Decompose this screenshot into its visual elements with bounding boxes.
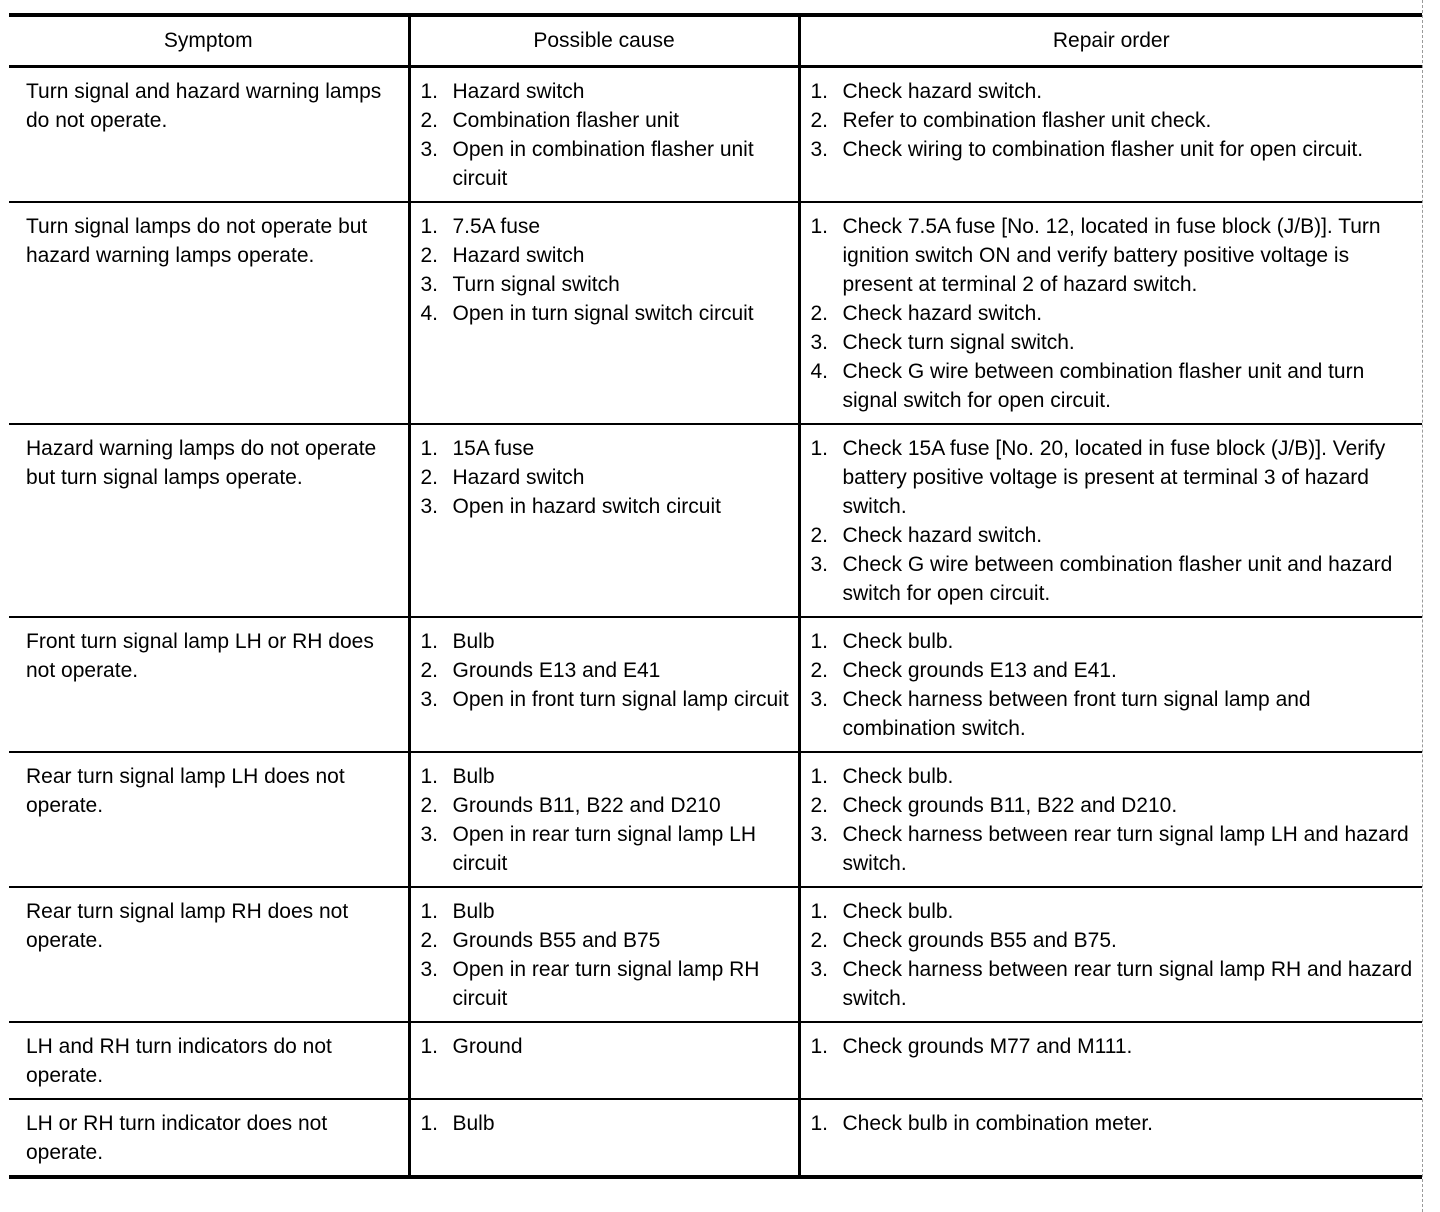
item-number: 1. bbox=[420, 1035, 439, 1058]
header-row bbox=[9, 15, 1422, 67]
possible-cause-item bbox=[421, 762, 790, 791]
item-number: 2. bbox=[420, 109, 439, 132]
item-text: Check 7.5A fuse [No. 12, located in fuse block (J/B)]. Turn ignition switch ON and verify battery positive voltage is present at terminal 2 of hazard switch. bbox=[842, 215, 1381, 296]
symptom-cell: Rear turn signal lamp RH does not operate. bbox=[9, 887, 409, 1022]
repair-order-item bbox=[811, 328, 1415, 357]
item-number: 1. bbox=[810, 1112, 829, 1135]
item-text: Check wiring to combination flasher unit for open circuit. bbox=[842, 138, 1364, 161]
possible-cause-item bbox=[421, 1032, 790, 1061]
possible-cause-cell bbox=[409, 424, 799, 617]
item-text: Open in hazard switch circuit bbox=[452, 495, 721, 518]
item-number: 1. bbox=[810, 215, 829, 238]
symptom-cell: Turn signal lamps do not operate but hazard warning lamps operate. bbox=[9, 202, 409, 424]
repair-order-item bbox=[811, 762, 1415, 791]
item-text: Check bulb. bbox=[842, 900, 954, 923]
item-number: 2. bbox=[810, 524, 829, 547]
item-number: 2. bbox=[420, 794, 439, 817]
item-text: Hazard switch bbox=[452, 466, 585, 489]
item-text: Combination flasher unit bbox=[452, 109, 679, 132]
table-row bbox=[9, 202, 1422, 424]
item-number: 2. bbox=[420, 659, 439, 682]
possible-cause-list bbox=[421, 1032, 790, 1061]
possible-cause-list bbox=[421, 77, 790, 193]
header-possible-cause: Possible cause bbox=[409, 15, 799, 67]
possible-cause-item bbox=[421, 106, 790, 135]
item-text: Check bulb. bbox=[842, 765, 954, 788]
repair-order-item bbox=[811, 656, 1415, 685]
repair-order-cell bbox=[799, 752, 1422, 887]
item-number: 1. bbox=[420, 765, 439, 788]
repair-order-cell bbox=[799, 1022, 1422, 1099]
repair-order-cell bbox=[799, 202, 1422, 424]
item-text: Grounds B11, B22 and D210 bbox=[452, 794, 721, 817]
repair-order-item bbox=[811, 955, 1415, 1013]
possible-cause-cell bbox=[409, 67, 799, 203]
symptom-cell: LH or RH turn indicator does not operate. bbox=[26, 1112, 328, 1164]
item-number: 1. bbox=[810, 1035, 829, 1058]
repair-order-item bbox=[811, 1032, 1415, 1061]
item-number: 1. bbox=[420, 1112, 439, 1135]
item-text: 15A fuse bbox=[452, 437, 535, 460]
item-text: Check grounds M77 and M111. bbox=[842, 1035, 1133, 1058]
possible-cause-list bbox=[421, 762, 790, 878]
possible-cause-cell bbox=[409, 202, 799, 424]
item-number: 1. bbox=[810, 630, 829, 653]
table-row bbox=[9, 887, 1422, 1022]
repair-order-list bbox=[811, 897, 1415, 1013]
trouble-diagnosis-table bbox=[9, 13, 1422, 1179]
item-text: Ground bbox=[452, 1035, 523, 1058]
repair-order-list bbox=[811, 1032, 1415, 1061]
item-text: Check bulb. bbox=[842, 630, 954, 653]
symptom-cell: Rear turn signal lamp LH does not operate. bbox=[9, 752, 409, 887]
repair-order-list bbox=[811, 762, 1415, 878]
item-text: Open in turn signal switch circuit bbox=[452, 302, 754, 325]
item-text: Hazard switch bbox=[452, 244, 585, 267]
table-row bbox=[9, 752, 1422, 887]
symptom-cell: Hazard warning lamps do not operate but turn signal lamps operate. bbox=[9, 424, 409, 617]
repair-order-item bbox=[811, 106, 1415, 135]
possible-cause-item bbox=[421, 77, 790, 106]
repair-order-item bbox=[811, 212, 1415, 299]
item-text: Check harness between front turn signal lamp and combination switch. bbox=[842, 688, 1311, 740]
repair-order-item bbox=[811, 521, 1415, 550]
item-text: Check turn signal switch. bbox=[842, 331, 1075, 354]
item-number: 1. bbox=[420, 437, 439, 460]
repair-order-item bbox=[811, 627, 1415, 656]
table-row bbox=[9, 424, 1422, 617]
repair-order-cell bbox=[799, 617, 1422, 752]
item-text: Turn signal switch bbox=[452, 273, 620, 296]
repair-order-item bbox=[811, 926, 1415, 955]
item-number: 2. bbox=[810, 929, 829, 952]
item-number: 1. bbox=[420, 630, 439, 653]
item-number: 3. bbox=[810, 138, 829, 161]
item-number: 3. bbox=[810, 958, 829, 981]
repair-order-cell bbox=[799, 887, 1422, 1022]
item-number: 2. bbox=[810, 302, 829, 325]
table-row bbox=[9, 1099, 1422, 1177]
repair-order-list bbox=[811, 627, 1415, 743]
possible-cause-item bbox=[421, 212, 790, 241]
item-text: Open in front turn signal lamp circuit bbox=[452, 688, 789, 711]
item-text: Check G wire between combination flasher unit and turn signal switch for open circuit. bbox=[842, 360, 1365, 412]
repair-order-item bbox=[811, 77, 1415, 106]
repair-order-cell bbox=[799, 424, 1422, 617]
header-repair-order: Repair order bbox=[799, 15, 1422, 67]
possible-cause-item bbox=[421, 241, 790, 270]
item-text: Check bulb in combination meter. bbox=[842, 1112, 1153, 1135]
item-number: 4. bbox=[420, 302, 439, 325]
repair-order-item bbox=[811, 135, 1415, 164]
item-text: Open in combination flasher unit circuit bbox=[452, 138, 754, 190]
possible-cause-item bbox=[421, 820, 790, 878]
repair-order-item bbox=[811, 1109, 1415, 1138]
item-number: 1. bbox=[810, 765, 829, 788]
item-text: Bulb bbox=[452, 900, 495, 923]
possible-cause-item bbox=[421, 685, 790, 714]
item-number: 3. bbox=[420, 688, 439, 711]
item-text: Refer to combination flasher unit check. bbox=[842, 109, 1212, 132]
possible-cause-item bbox=[421, 492, 790, 521]
table-row bbox=[9, 67, 1422, 203]
possible-cause-item bbox=[421, 1109, 790, 1138]
symptom-cell: Front turn signal lamp LH or RH does not operate. bbox=[9, 617, 409, 752]
page-edge-line bbox=[1422, 0, 1423, 1212]
possible-cause-cell bbox=[409, 752, 799, 887]
item-number: 3. bbox=[420, 823, 439, 846]
possible-cause-item bbox=[421, 627, 790, 656]
possible-cause-item bbox=[421, 135, 790, 193]
item-number: 3. bbox=[810, 688, 829, 711]
possible-cause-list bbox=[421, 434, 790, 521]
item-text: Hazard switch bbox=[452, 80, 585, 103]
possible-cause-item bbox=[421, 955, 790, 1013]
item-number: 1. bbox=[810, 437, 829, 460]
repair-order-list bbox=[811, 77, 1415, 164]
possible-cause-item bbox=[421, 926, 790, 955]
item-number: 1. bbox=[810, 80, 829, 103]
item-number: 3. bbox=[810, 823, 829, 846]
repair-order-list bbox=[811, 1109, 1415, 1138]
table-row bbox=[9, 617, 1422, 752]
possible-cause-list bbox=[421, 1109, 790, 1138]
item-text: Open in rear turn signal lamp RH circuit bbox=[452, 958, 760, 1010]
item-text: Bulb bbox=[452, 765, 495, 788]
header-symptom: Symptom bbox=[9, 15, 409, 67]
item-text: Grounds B55 and B75 bbox=[452, 929, 661, 952]
repair-order-item bbox=[811, 357, 1415, 415]
item-number: 2. bbox=[810, 794, 829, 817]
possible-cause-cell bbox=[409, 617, 799, 752]
item-text: Grounds E13 and E41 bbox=[452, 659, 661, 682]
repair-order-item bbox=[811, 791, 1415, 820]
possible-cause-list bbox=[421, 212, 790, 328]
repair-order-list bbox=[811, 434, 1415, 608]
item-number: 1. bbox=[420, 900, 439, 923]
possible-cause-item bbox=[421, 897, 790, 926]
possible-cause-item bbox=[421, 434, 790, 463]
item-text: Check 15A fuse [No. 20, located in fuse block (J/B)]. Verify battery positive voltage is present at terminal 3 of hazard switch. bbox=[842, 437, 1386, 518]
item-text: Check G wire between combination flasher unit and hazard switch for open circuit. bbox=[842, 553, 1393, 605]
table-row bbox=[9, 1022, 1422, 1099]
item-text: Check harness between rear turn signal lamp RH and hazard switch. bbox=[842, 958, 1413, 1010]
item-number: 3. bbox=[420, 138, 439, 161]
repair-order-item bbox=[811, 434, 1415, 521]
possible-cause-item bbox=[421, 270, 790, 299]
repair-order-cell bbox=[799, 67, 1422, 203]
item-number: 3. bbox=[420, 273, 439, 296]
item-number: 2. bbox=[810, 109, 829, 132]
item-text: Check harness between rear turn signal lamp LH and hazard switch. bbox=[842, 823, 1409, 875]
item-number: 2. bbox=[420, 244, 439, 267]
symptom-cell: Turn signal and hazard warning lamps do not operate. bbox=[9, 67, 409, 203]
possible-cause-cell bbox=[409, 887, 799, 1022]
possible-cause-item bbox=[421, 656, 790, 685]
item-text: Bulb bbox=[452, 630, 495, 653]
item-text: Check grounds B55 and B75. bbox=[842, 929, 1117, 952]
item-text: Open in rear turn signal lamp LH circuit bbox=[452, 823, 756, 875]
repair-order-item bbox=[811, 299, 1415, 328]
possible-cause-item bbox=[421, 463, 790, 492]
repair-order-item bbox=[811, 897, 1415, 926]
item-number: 1. bbox=[420, 215, 439, 238]
item-number: 3. bbox=[420, 495, 439, 518]
item-number: 2. bbox=[420, 929, 439, 952]
item-text: Check hazard switch. bbox=[842, 80, 1043, 103]
possible-cause-cell bbox=[409, 1099, 799, 1177]
item-number: 2. bbox=[810, 659, 829, 682]
repair-order-cell bbox=[799, 1099, 1422, 1177]
item-text: Check hazard switch. bbox=[842, 524, 1043, 547]
item-text: Check grounds E13 and E41. bbox=[842, 659, 1117, 682]
item-number: 3. bbox=[810, 553, 829, 576]
possible-cause-item bbox=[421, 791, 790, 820]
item-number: 1. bbox=[810, 900, 829, 923]
item-number: 4. bbox=[810, 360, 829, 383]
repair-order-list bbox=[811, 212, 1415, 415]
possible-cause-list bbox=[421, 897, 790, 1013]
item-number: 2. bbox=[420, 466, 439, 489]
possible-cause-item bbox=[421, 299, 790, 328]
symptom-cell: LH and RH turn indicators do not operate. bbox=[9, 1022, 409, 1099]
item-text: Bulb bbox=[452, 1112, 495, 1135]
repair-order-item bbox=[811, 820, 1415, 878]
possible-cause-list bbox=[421, 627, 790, 714]
repair-order-item bbox=[811, 685, 1415, 743]
item-number: 3. bbox=[420, 958, 439, 981]
item-number: 1. bbox=[420, 80, 439, 103]
item-text: Check hazard switch. bbox=[842, 302, 1043, 325]
item-text: 7.5A fuse bbox=[452, 215, 541, 238]
item-number: 3. bbox=[810, 331, 829, 354]
possible-cause-cell bbox=[409, 1022, 799, 1099]
table-body bbox=[9, 67, 1422, 1178]
item-text: Check grounds B11, B22 and D210. bbox=[842, 794, 1178, 817]
repair-order-item bbox=[811, 550, 1415, 608]
